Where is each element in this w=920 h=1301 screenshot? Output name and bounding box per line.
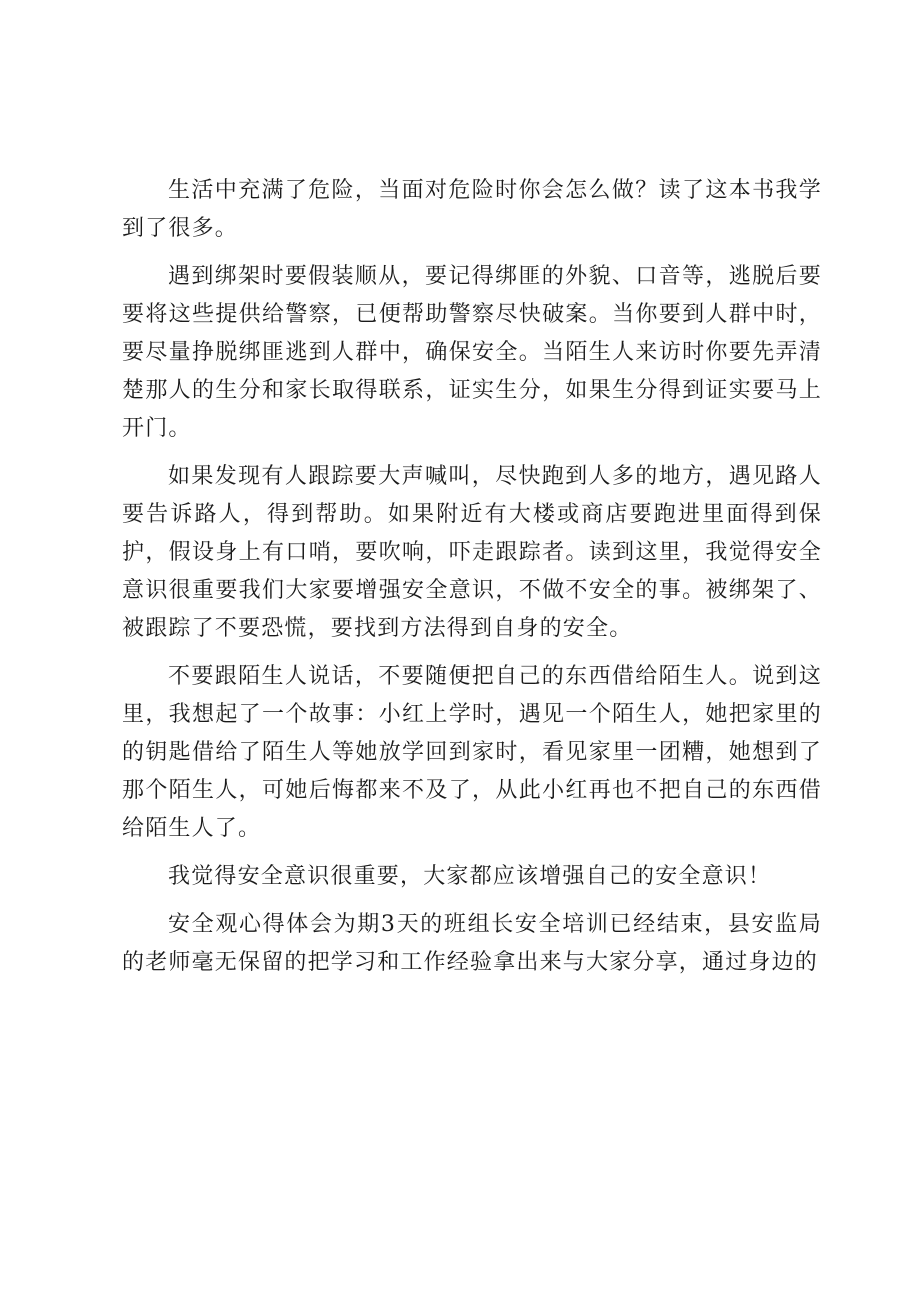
paragraph-4: 不要跟陌生人说话，不要随便把自己的东西借给陌生人。说到这里，我想起了一个故事：小红上学时，遇见一个陌生人，她把家里的的钥匙借给了陌生人等她放学回到家时，看见家里一团糟，她想到了那个陌生人，可她后悔都来不及了，从此小红再也不把自己的东西借给陌生人了。 xyxy=(122,664,822,841)
paragraph-2: 遇到绑架时要假装顺从，要记得绑匪的外貌、口音等，逃脱后要要将这些提供给警察，已便帮助警察尽快破案。当你要到人群中时，要尽量挣脱绑匪逃到人群中，确保安全。当陌生人来访时你要先弄清楚那人的生分和家长取得联系，证实生分，如果生分得到证实要马上开门。 xyxy=(122,264,822,441)
paragraph-6: 安全观心得体会为期3天的班组长安全培训已经结束，县安监局的老师毫无保留的把学习和工作经验拿出来与大家分享，通过身边的 xyxy=(122,912,822,975)
paragraph-3: 如果发现有人跟踪要大声喊叫，尽快跑到人多的地方，遇见路人要告诉路人，得到帮助。如果附近有大楼或商店要跑进里面得到保护，假设身上有口哨，要吹响，吓走跟踪者。读到这里，我觉得安全意识很重要我们大家要增强安全意识，不做不安全的事。被绑架了、被跟踪了不要恐慌，要找到方法得到自身的安全。 xyxy=(122,464,822,641)
document-body xyxy=(122,172,822,984)
paragraph-5: 我觉得安全意识很重要，大家都应该增强自己的安全意识！ xyxy=(168,864,772,889)
paragraph-1: 生活中充满了危险，当面对危险时你会怎么做？读了这本书我学到了很多。 xyxy=(122,178,822,241)
